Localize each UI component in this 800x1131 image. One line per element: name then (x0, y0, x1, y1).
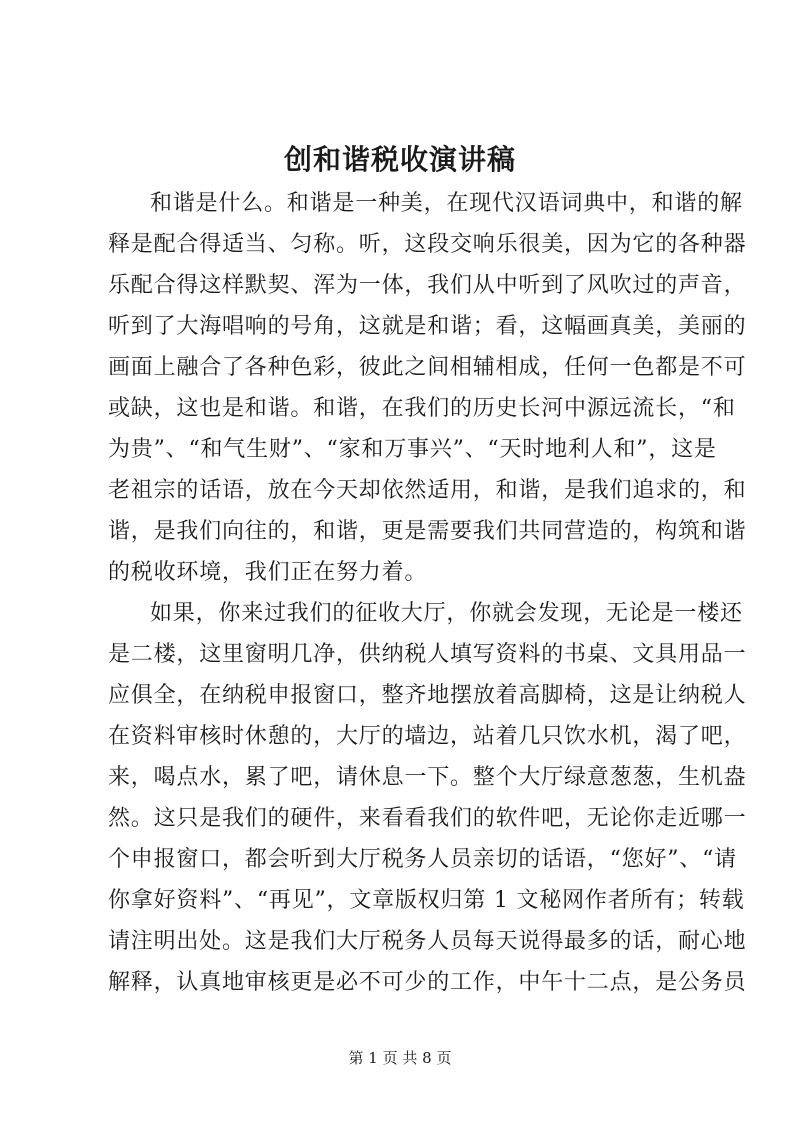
document-title: 创和谐税收演讲稿 (283, 143, 516, 176)
paragraph-1-line-4: 听到了大海唱响的号角，这就是和谐；看，这幅画真美，美丽的 (108, 314, 747, 339)
paragraph-2-line-3: 应俱全，在纳税申报窗口，整齐地摆放着高脚椅，这是让纳税人 (108, 683, 747, 708)
paragraph-1-line-8: 老祖宗的话语，放在今天却依然适用，和谐，是我们追求的，和 (108, 478, 747, 503)
page-footer: 第 1 页 共 8 页 (348, 1049, 452, 1067)
paragraph-1-line-10: 的税收环境，我们正在努力着。 (108, 560, 428, 585)
paragraph-2-line-9: 请注明出处。这是我们大厅税务人员每天说得最多的话，耐心地 (108, 929, 747, 954)
paragraph-2-line-4: 在资料审核时休憩的，大厅的墙边，站着几只饮水机，渴了吧， (108, 724, 747, 749)
paragraph-1-line-1: 和谐是什么。和谐是一种美，在现代汉语词典中，和谐的解 (150, 191, 743, 216)
paragraph-2-line-5: 来，喝点水，累了吧，请休息一下。整个大厅绿意葱葱，生机盎 (108, 765, 747, 790)
paragraph-1-line-2: 释是配合得适当、匀称。听，这段交响乐很美，因为它的各种器 (108, 232, 747, 257)
paragraph-2-line-8: 你拿好资料”、“再见”，文章版权归第 1 文秘网作者所有；转载 (108, 888, 745, 913)
paragraph-1-line-6: 或缺，这也是和谐。和谐，在我们的历史长河中源远流长，“和 (108, 396, 736, 421)
paragraph-1-line-5: 画面上融合了各种色彩，彼此之间相辅相成，任何一色都是不可 (108, 355, 747, 380)
paragraph-2-line-10: 解释，认真地审核更是必不可少的工作，中午十二点，是公务员 (108, 970, 747, 995)
paragraph-2-line-6: 然。这只是我们的硬件，来看看我们的软件吧，无论你走近哪一 (108, 806, 747, 831)
paragraph-2-line-1: 如果，你来过我们的征收大厅，你就会发现，无论是一楼还 (150, 601, 743, 626)
paragraph-1-line-9: 谐，是我们向往的，和谐，更是需要我们共同营造的，构筑和谐 (108, 519, 747, 544)
paragraph-2-line-7: 个申报窗口，都会听到大厅税务人员亲切的话语，“您好”、“请 (108, 847, 737, 872)
paragraph-1-line-7: 为贵”、“和气生财”、“家和万事兴”、“天时地利人和”，这是 (108, 437, 717, 462)
paragraph-1-line-3: 乐配合得这样默契、浑为一体，我们从中听到了风吹过的声音， (108, 273, 747, 298)
paragraph-2-line-2: 是二楼，这里窗明几净，供纳税人填写资料的书桌、文具用品一 (108, 642, 747, 667)
